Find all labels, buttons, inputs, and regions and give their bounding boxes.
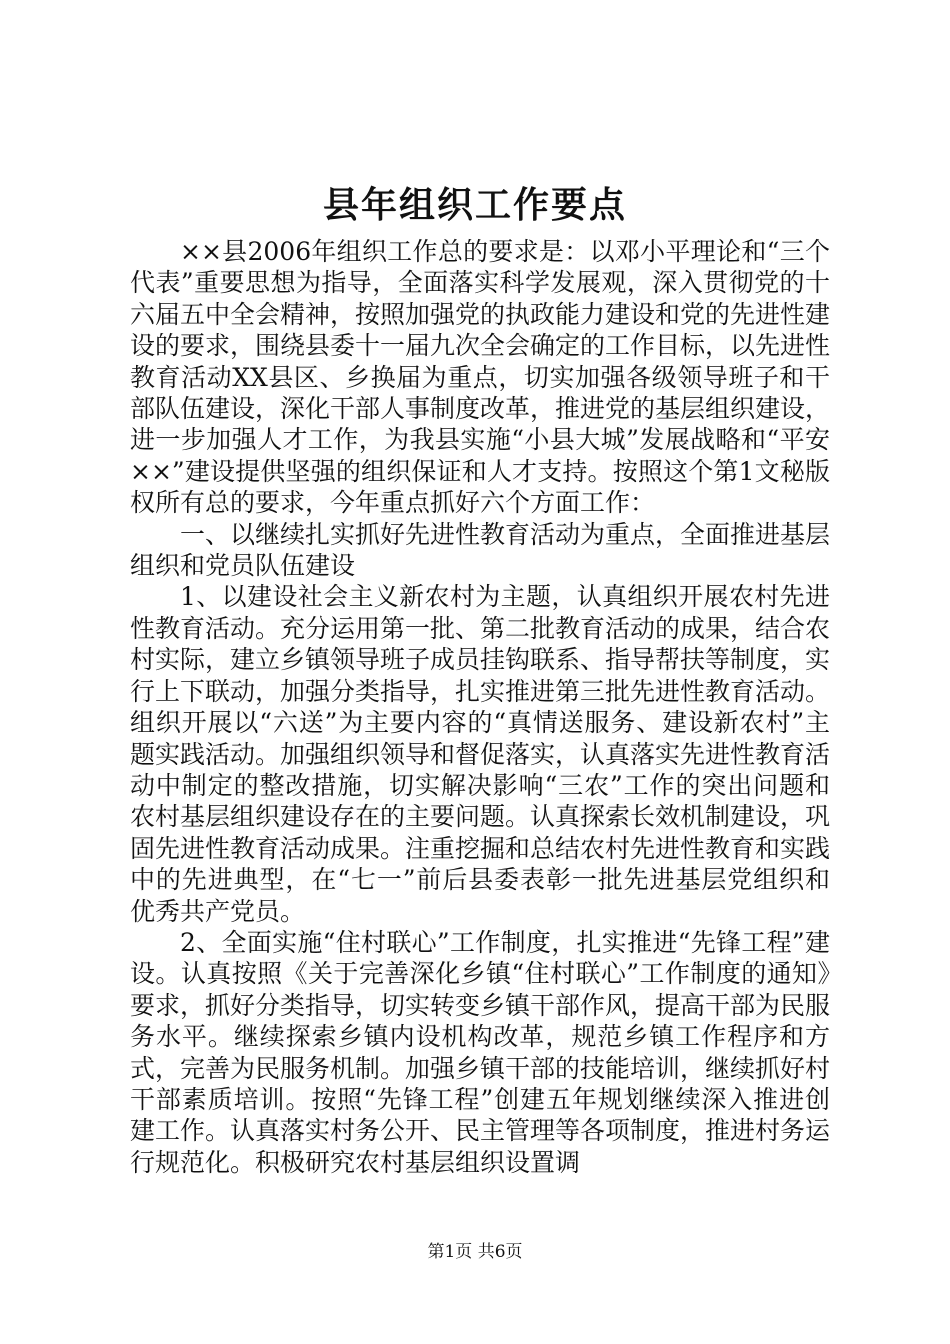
section-heading-1: 一、以继续扎实抓好先进性教育活动为重点，全面推进基层组织和党员队伍建设 — [130, 519, 831, 581]
intro-paragraph: ××县2006年组织工作总的要求是：以邓小平理论和“三个代表”重要思想为指导，全面落实科学发展观，深入贯彻党的十六届五中全会精神，按照加强党的执政能力建设和党的先进性建设的要求，围绕县委十一届九次全会确定的工作目标，以先进性教育活动XX县区、乡换届为重点，切实加强各级领导班子和干部队伍建设，深化干部人事制度改革，推进党的基层组织建设，进一步加强人才工作，为我县实施“小县大城”发展战略和“平安××”建设提供坚强的组织保证和人才支持。按照这个第1文秘版权所有总的要求，今年重点抓好六个方面工作： — [130, 237, 831, 518]
document-title: 县年组织工作要点 — [322, 184, 627, 226]
item-paragraph-1: 1、以建设社会主义新农村为主题，认真组织开展农村先进性教育活动。充分运用第一批、第二批教育活动的成果，结合农村实际，建立乡镇领导班子成员挂钩联系、指导帮扶等制度，实行上下联动，加强分类指导，扎实推进第三批先进性教育活动。组织开展以“六送”为主要内容的“真情送服务、建设新农村”主题实践活动。加强组织领导和督促落实，认真落实先进性教育活动中制定的整改措施，切实解决影响“三农”工作的突出问题和农村基层组织建设存在的主要问题。认真探索长效机制建设，巩固先进性教育活动成果。注重挖掘和总结农村先进性教育和实践中的先进典型，在“七一”前后县委表彰一批先进基层党组织和优秀共产党员。 — [130, 582, 831, 926]
page-footer: 第1页 共6页 — [427, 1242, 523, 1262]
document-body — [130, 236, 830, 1178]
item-paragraph-2: 2、全面实施“住村联心”工作制度，扎实推进“先锋工程”建设。认真按照《关于完善深化乡镇“住村联心”工作制度的通知》要求，抓好分类指导，切实转变乡镇干部作风，提高干部为民服务水平。继续探索乡镇内设机构改革，规范乡镇工作程序和方式，完善为民服务机制。加强乡镇干部的技能培训，继续抓好村干部素质培训。按照“先锋工程”创建五年规划继续深入推进创建工作。认真落实村务公开、民主管理等各项制度，推进村务运行规范化。积极研究农村基层组织设置调 — [130, 927, 831, 1177]
